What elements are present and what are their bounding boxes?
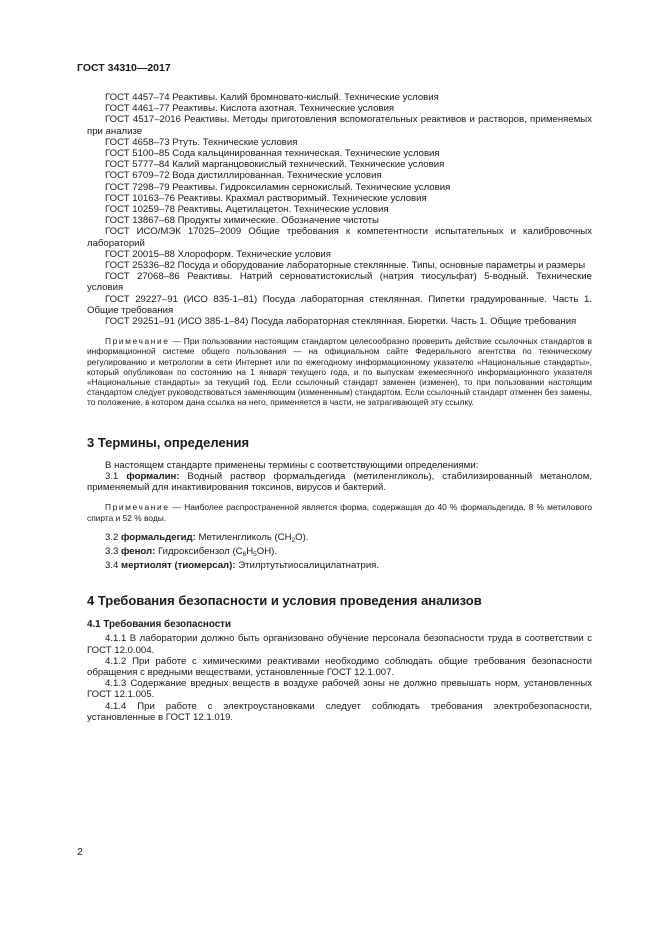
paragraph-4-1-2: 4.1.2 При работе с химическими реактивами необходимо соблюдать общие требования безопасности обращения с вредными веществами, установленные ГОСТ 12.1.007. <box>87 655 592 678</box>
subscript: 2 <box>291 536 296 544</box>
note-text: — Наиболее распространенной является форма, содержащая до 40 % формальдегида, 8 % метилового спирта и 52 % воды. <box>87 502 592 523</box>
term-name: мертиолят (тиомерсал): <box>121 560 236 572</box>
normative-references-list <box>87 92 592 327</box>
term-note <box>87 502 592 522</box>
reference-item: ГОСТ 4461–77 Реактивы. Кислота азотная. Технические условия <box>105 103 395 115</box>
term-number: 3.3 <box>105 545 122 557</box>
page-content <box>87 92 592 723</box>
reference-item: ГОСТ ИСО/МЭК 17025–2009 Общие требования к компетентности испытательных и калибровочных лабораторий <box>87 226 592 249</box>
paragraph-4-1-3: 4.1.3 Содержание вредных веществ в воздухе рабочей зоны не должно превышать норм, установленных ГОСТ 12.1.005. <box>87 678 592 701</box>
note-label: Примечание <box>105 502 170 513</box>
references-note <box>87 336 592 407</box>
term-formalin <box>87 471 592 493</box>
subsection-4-1-title: 4.1 Требования безопасности <box>87 619 231 631</box>
term-definition: Метиленгликоль (CH <box>195 531 292 543</box>
term-formaldehyde <box>87 532 592 546</box>
reference-item: ГОСТ 5100–85 Сода кальцинированная техническая. Технические условия <box>105 148 440 160</box>
reference-item: ГОСТ 5777–84 Калий марганцовокислый технический. Технические условия <box>105 159 445 171</box>
term-merthiolate <box>87 560 592 571</box>
term-name: формальдегид: <box>121 531 196 543</box>
subscript: 6 <box>242 550 247 558</box>
term-definition: Водный раствор формальдегида (метиленгликоль), стабилизированный метанолом, применяемый для инактивирования токсинов, вирусов и бактерий. <box>87 470 592 494</box>
reference-item: ГОСТ 29227–91 (ИСО 835-1–81) Посуда лабораторная стеклянная. Пипетки градуированные. Часть 1. Общие требования <box>87 293 592 316</box>
page-number: 2 <box>77 846 83 858</box>
reference-item: ГОСТ 6709–72 Вода дистиллированная. Технические условия <box>105 170 382 182</box>
reference-item: ГОСТ 25336–82 Посуда и оборудование лабораторные стеклянные. Типы, основные параметры и размеры <box>105 260 586 272</box>
reference-item: ГОСТ 27068–86 Реактивы. Натрий серноватистокислый (натрия тиосульфат) 5-водный. Технические условия <box>87 271 592 294</box>
term-number: 3.1 <box>105 470 127 482</box>
term-definition: Гидроксибензол (C <box>155 545 243 557</box>
reference-item: ГОСТ 4517–2016 Реактивы. Методы приготовления вспомогательных реактивов и растворов, применяемых при анализе <box>87 114 592 137</box>
formula-part: H <box>246 545 254 557</box>
note-label: Примечание <box>105 336 170 347</box>
term-definition-end: OH). <box>256 545 278 557</box>
section-3-intro: В настоящем стандарте применены термины с соответствующими определениями: <box>105 459 479 471</box>
document-header: ГОСТ 34310—2017 <box>77 62 171 74</box>
note-text: — При пользовании настоящим стандартом целесообразно проверить действие ссылочных стандартов в информационной системе общего пользования — на официальном сайте Федерального агентства по техническому регулированию и метрологии в сети Интернет или по ежегодному информационному указателю «Национальные стандарты», который опубликован по состоянию на 1 января текущего года, и по выпускам ежемесячного информационного указателя «Национальные стандарты» за текущий год. Если ссылочный стандарт заменен (изменен), то при пользовании настоящим стандартом следует руководствоваться заменяющим (измененным) стандартом. Если ссылочный стандарт отменен без замены, то положение, в котором дана ссылка на него, применяется в части, не затрагивающей эту ссылку. <box>87 336 592 408</box>
reference-item: ГОСТ 4658–73 Ртуть. Технические условия <box>105 136 298 148</box>
term-phenol <box>87 546 592 560</box>
reference-item: ГОСТ 10259–78 Реактивы. Ацетилацетон. Технические условия <box>105 204 389 216</box>
paragraph-4-1-4: 4.1.4 При работе с электроустановками следует соблюдать требования электробезопасности, установленные в ГОСТ 12.1.019. <box>87 700 592 723</box>
section-3-title: 3 Термины, определения <box>87 434 250 450</box>
reference-item: ГОСТ 29251–91 (ИСО 385-1–84) Посуда лабораторная стеклянная. Бюретки. Часть 1. Общие требования <box>105 316 577 328</box>
term-number: 3.2 <box>105 531 122 543</box>
paragraph-4-1-1: 4.1.1 В лаборатории должно быть организовано обучение персонала безопасности труда в соответствии с ГОСТ 12.0.004. <box>87 633 592 656</box>
reference-item: ГОСТ 4457–74 Реактивы. Калий бромновато-кислый. Технические условия <box>105 92 439 103</box>
term-name: формалин: <box>126 470 180 482</box>
term-definition: Этилртутьтиосалицилатнатрия. <box>235 560 380 572</box>
reference-item: ГОСТ 20015–88 Хлороформ. Технические условия <box>105 248 331 260</box>
term-number: 3.4 <box>105 560 122 572</box>
term-name: фенол: <box>121 545 156 557</box>
reference-item: ГОСТ 10163–76 Реактивы. Крахмал растворимый. Технические условия <box>105 192 427 204</box>
subscript: 5 <box>253 550 257 558</box>
section-4-title: 4 Требования безопасности и условия проведения анализов <box>87 593 482 609</box>
reference-item: ГОСТ 7298–79 Реактивы. Гидроксиламин сернокислый. Технические условия <box>105 181 451 193</box>
reference-item: ГОСТ 13867–68 Продукты химические. Обозначение чистоты <box>105 215 379 227</box>
term-definition-end: O). <box>295 531 309 543</box>
